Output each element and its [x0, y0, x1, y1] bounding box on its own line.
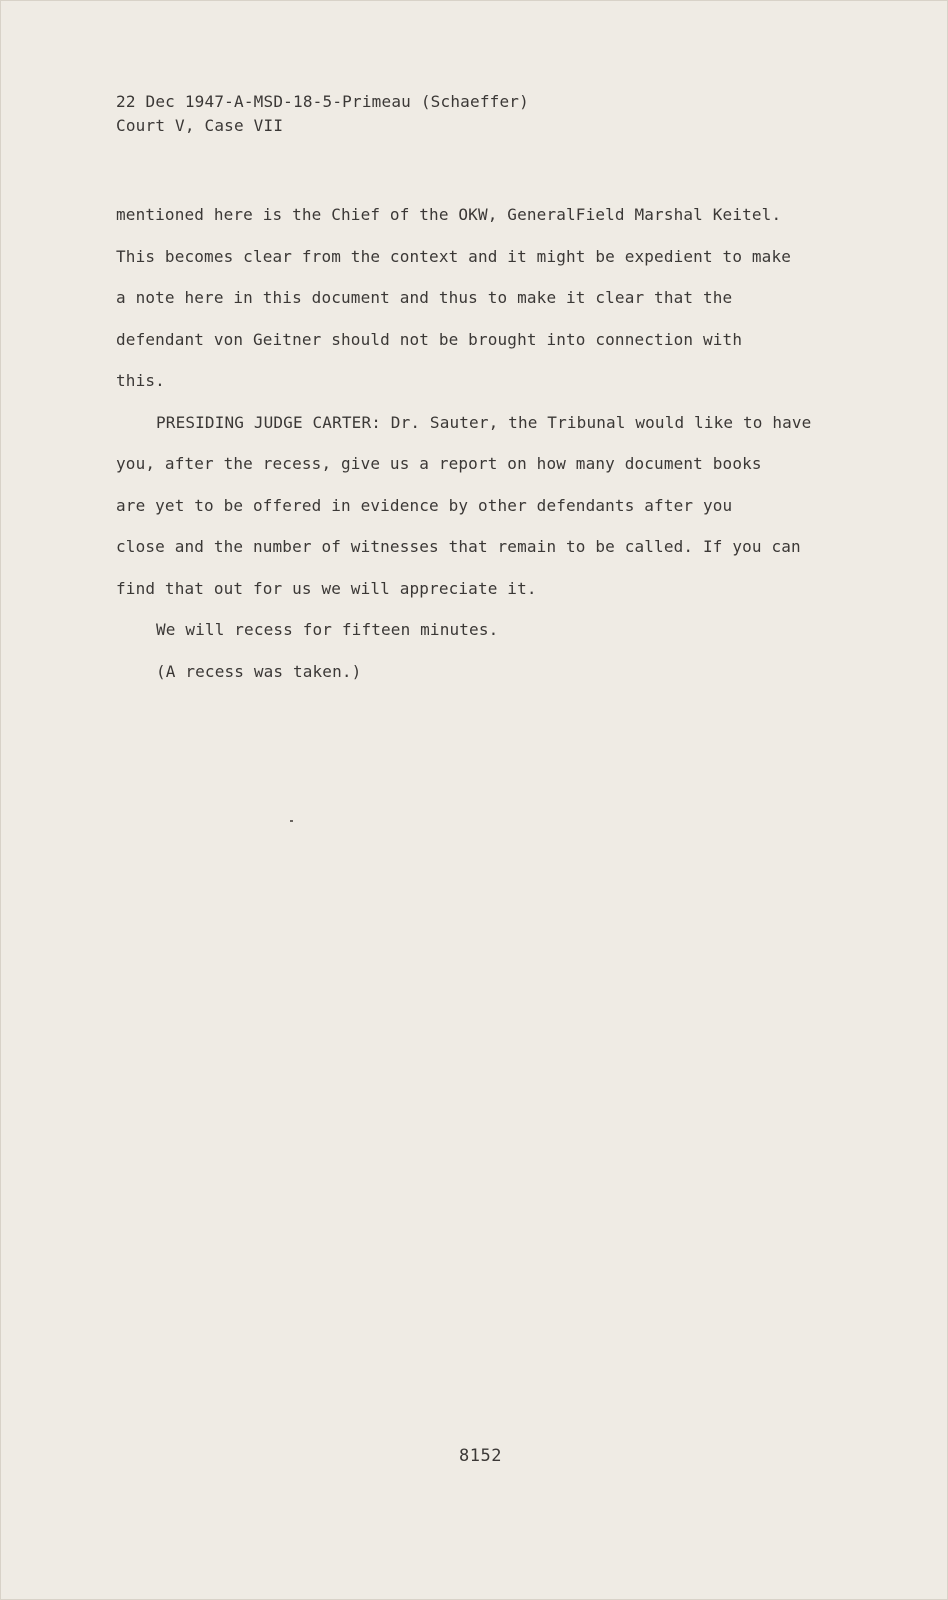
transcript-line-speaker: PRESIDING JUDGE CARTER: Dr. Sauter, the Tribunal would like to have [156, 412, 812, 432]
transcript-line: defendant von Geitner should not be brought into connection with [116, 329, 743, 349]
transcript-line: this. [116, 371, 165, 390]
transcript-line: a note here in this document and thus to make it clear that the [116, 288, 733, 307]
transcript-line: mentioned here is the Chief of the OKW, GeneralField Marshal Keitel. [116, 205, 782, 224]
transcript-line: find that out for us we will appreciate it. [116, 578, 537, 598]
paper-speck [290, 820, 293, 822]
document-header [116, 90, 529, 138]
header-court-case: Court V, Case VII [116, 116, 284, 135]
transcript-body [116, 194, 856, 692]
header-date-reference: 22 Dec 1947-A-MSD-18-5-Primeau (Schaeffer) [116, 92, 529, 111]
transcript-line: This becomes clear from the context and it might be expedient to make [116, 246, 792, 266]
transcript-line: We will recess for fifteen minutes. [156, 620, 499, 639]
transcript-line: close and the number of witnesses that remain to be called. If you can [116, 537, 801, 556]
transcript-line: you, after the recess, give us a report on how many document books [116, 454, 762, 473]
transcript-line-recess-note: (A recess was taken.) [156, 661, 362, 681]
transcript-line: are yet to be offered in evidence by other defendants after you [116, 495, 733, 515]
page-number: 8152 [459, 1446, 502, 1466]
